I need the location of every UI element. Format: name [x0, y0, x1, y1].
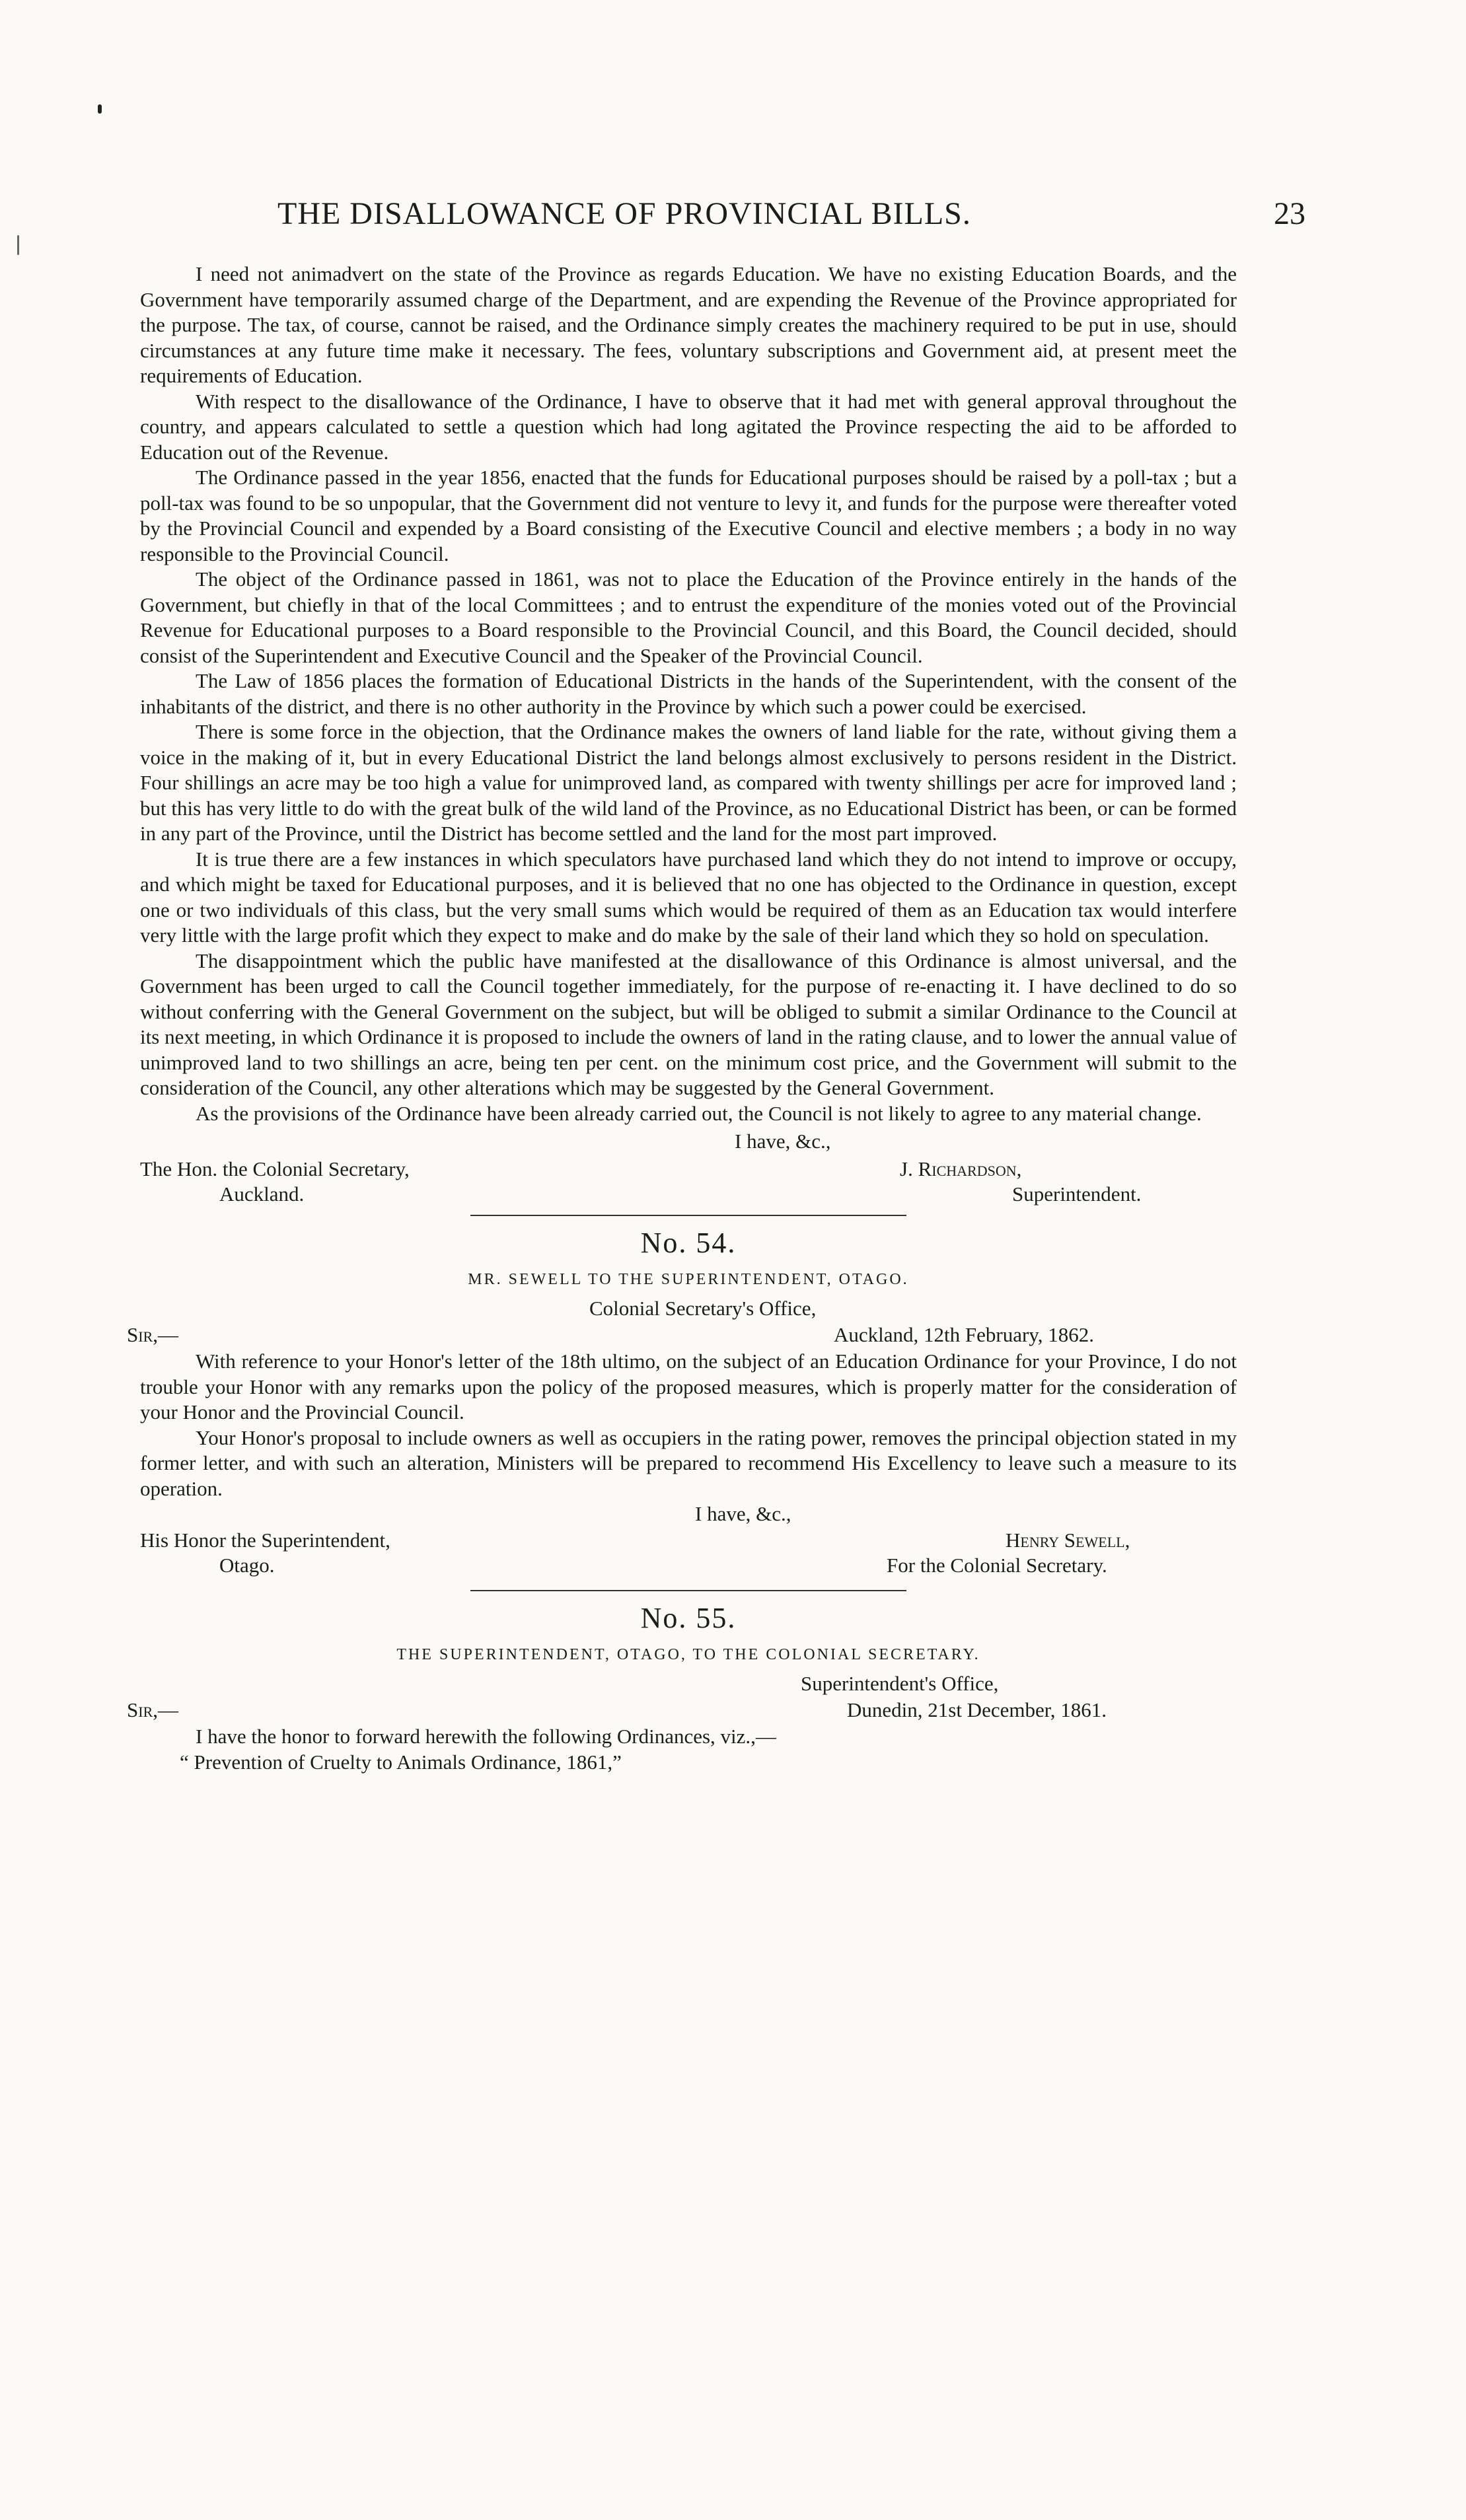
running-title: THE DISALLOWANCE OF PROVINCIAL BILLS. — [277, 196, 971, 231]
letter-office — [127, 1296, 1237, 1349]
letter-55 — [127, 1602, 1237, 1775]
place-date: Dunedin, 21st December, 1861. — [847, 1698, 1107, 1721]
section-divider — [470, 1215, 906, 1216]
paragraph: As the provisions of the Ordinance have been already carried out, the Council is not likely to agree to any material change. — [196, 1101, 1202, 1125]
ordinance-list-item: “ Prevention of Cruelty to Animals Ordinance, 1861,” — [180, 1750, 622, 1774]
addressee: His Honor the Superintendent, — [140, 1529, 390, 1552]
addressee-place: Auckland. — [219, 1182, 305, 1206]
signature-block — [140, 1129, 1237, 1208]
salutation: Sir,— — [127, 1323, 178, 1346]
signatory-title: Superintendent. — [1012, 1182, 1142, 1206]
paragraph: With respect to the disallowance of the Ordinance, I have to observe that it had met with general approval throughout the country, and appears calculated to settle a question which had long agitated the Province respecting the aid to be afforded to Education out of the Revenue. — [140, 389, 1237, 464]
office-name: Colonial Secretary's Office, — [589, 1297, 817, 1320]
paragraph: The Law of 1856 places the formation of Educational Districts in the hands of the Superintendent, with the consent of the inhabitants of the district, and there is no other authority in the Province by which such a power could be exercised. — [140, 669, 1237, 718]
salutation: Sir,— — [127, 1698, 178, 1721]
document-number: No. 55. — [640, 1602, 737, 1634]
addressee-place: Otago. — [219, 1554, 275, 1577]
letter-heading: MR. SEWELL TO THE SUPERINTENDENT, OTAGO. — [468, 1270, 909, 1288]
paragraph: I need not animadvert on the state of the Province as regards Education. We have no existing Education Boards, and the Government have temporarily assumed charge of the Department, and are expending the Revenue of the Province appropriated for the purpose. The tax, of course, cannot be raised, and the Ordinance simply creates the machinery required to be put in use, should circumstances at any future time make it necessary. The fees, voluntary subscriptions and Government aid, at present meet the requirements of Education. — [140, 262, 1237, 387]
letter-53-continuation — [140, 262, 1237, 1216]
letter-54 — [127, 1227, 1237, 1591]
signatory-name: Henry Sewell, — [1006, 1529, 1130, 1552]
closing: I have, &c., — [695, 1502, 791, 1525]
paragraph: With reference to your Honor's letter of the 18th ultimo, on the subject of an Education Ordinance for your Province, I do not trouble your Honor with any remarks upon the policy of the proposed measures, which is properly matter for the consideration of your Honor and the Provincial Council. — [140, 1350, 1237, 1423]
signature-block — [140, 1501, 1237, 1583]
signatory-title: For the Colonial Secretary. — [887, 1554, 1107, 1577]
letter-office — [127, 1671, 1237, 1724]
paragraph: Your Honor's proposal to include owners as well as occupiers in the rating power, removes the principal objection stated in my former letter, and with such an alteration, Ministers will be prepared to recommend His Excellency to leave such a measure to its operation. — [140, 1425, 1237, 1500]
paragraph: The disappointment which the public have manifested at the disallowance of this Ordinance is almost universal, and the Government has been urged to call the Council together immediately, for the purpose of re-enacting it. I have declined to do so without conferring with the General Government on the subject, but will be obliged to submit a similar Ordinance to the Council at its next meeting, in which Ordinance it is proposed to include the owners of land in the rating clause, and to lower the annual value of unimproved land to two shillings an acre, being ten per cent. on the minimum cost price, and the Government will submit to the consideration of the Council, any other alterations which may be suggested by the General Government. — [140, 949, 1237, 1099]
letter-heading: THE SUPERINTENDENT, OTAGO, TO THE COLONIAL SECRETARY. — [396, 1645, 980, 1663]
addressee: The Hon. the Colonial Secretary, — [140, 1157, 410, 1180]
paragraph: The object of the Ordinance passed in 1861, was not to place the Education of the Province entirely in the hands of the Government, but chiefly in that of the local Committees ; and to entrust the expenditure of the monies voted out of the Provincial Revenue for Educational purposes to a Board responsible to the Provincial Council, and this Board, the Council decided, should consist of the Superintendent and Executive Council and the Speaker of the Provincial Council. — [140, 567, 1237, 667]
document-number: No. 54. — [640, 1227, 737, 1259]
place-date: Auckland, 12th February, 1862. — [834, 1323, 1095, 1346]
section-divider — [470, 1590, 906, 1591]
page-header — [0, 196, 1466, 242]
paragraph: I have the honor to forward herewith the following Ordinances, viz.,— — [196, 1725, 776, 1748]
signatory-name: J. Richardson, — [900, 1157, 1022, 1180]
paragraph: The Ordinance passed in the year 1856, enacted that the funds for Educational purposes should be raised by a poll-tax ; but a poll-tax was found to be so unpopular, that the Government did not venture to levy it, and funds for the purpose were thereafter voted by the Provincial Council and expended by a Board consisting of the Executive Council and elective members ; a body in no way responsible to the Provincial Council. — [140, 466, 1237, 565]
page-number: 23 — [1274, 196, 1305, 231]
paragraph: It is true there are a few instances in which speculators have purchased land which they do not intend to improve or occupy, and which might be taxed for Educational purposes, and it is believed that no one has objected to the Ordinance in question, except one or two individuals of this class, but the very small sums which would be required of them as an Education tax would interfere very little with the large profit which they expect to make and do make by the sale of their land which they so hold on speculation. — [140, 847, 1237, 947]
office-name: Superintendent's Office, — [801, 1672, 999, 1695]
ink-speck — [98, 104, 102, 114]
closing: I have, &c., — [735, 1130, 831, 1153]
page-body — [127, 262, 1237, 1775]
paragraph: There is some force in the objection, that the Ordinance makes the owners of land liable for the rate, without giving them a voice in the making of it, but in every Educational District the land belongs almost exclusively to persons resident in the District. Four shillings an acre may be too high a value for unimproved land, as compared with twenty shillings per acre for improved land ; but this has very little to do with the great bulk of the wild land of the Province, as no Educational District has been, or can be formed in any part of the Province, until the District has become settled and the land for the most part improved. — [140, 720, 1237, 845]
